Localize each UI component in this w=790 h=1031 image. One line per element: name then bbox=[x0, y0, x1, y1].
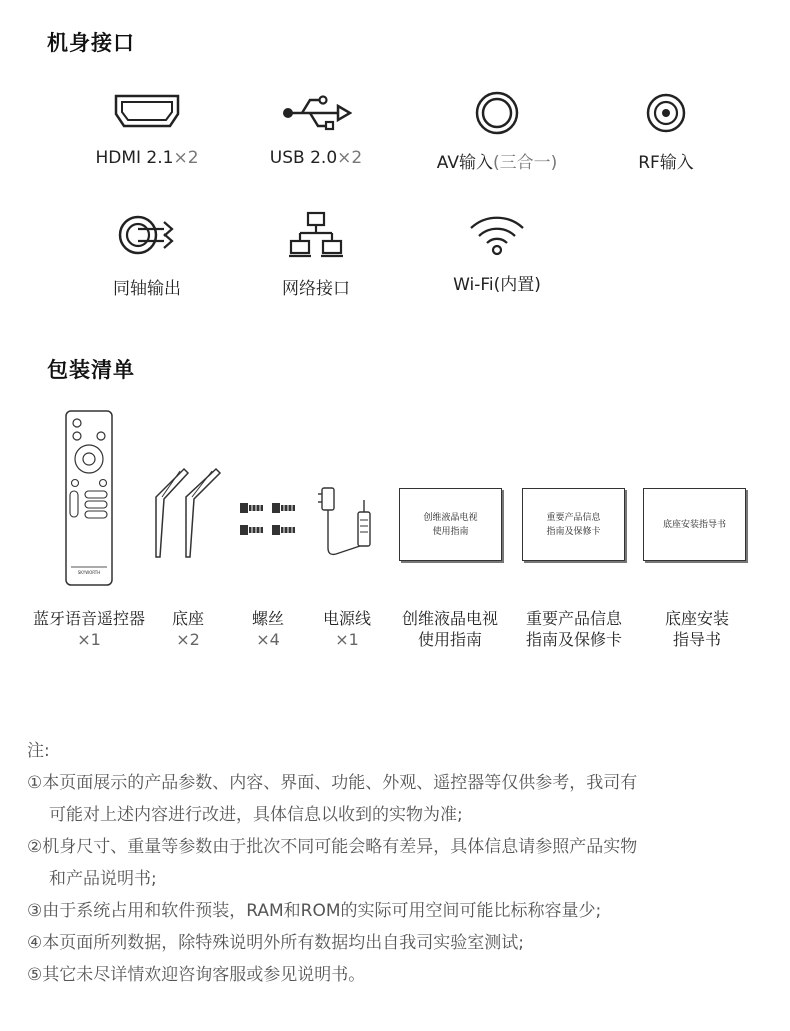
note-line: 可能对上述内容进行改进，具体信息以收到的实物为准; bbox=[49, 805, 463, 825]
port-wifi bbox=[417, 212, 577, 295]
package-item-install-guide: 底座安装 指导书 bbox=[664, 609, 729, 649]
ports-section-title: 机身接口 bbox=[47, 31, 135, 55]
item-name: 电源线 bbox=[322, 609, 371, 628]
av-icon bbox=[474, 90, 520, 136]
port-label: AV输入 bbox=[436, 153, 493, 173]
stand-icon bbox=[152, 465, 228, 561]
port-multiplier: ×2 bbox=[337, 148, 363, 168]
port-av bbox=[417, 90, 577, 173]
port-network bbox=[236, 211, 396, 299]
port-label: HDMI 2.1 bbox=[95, 148, 174, 168]
item-name: 螺丝 bbox=[251, 609, 284, 628]
port-multiplier: ×2 bbox=[173, 148, 199, 168]
note-line: ③由于系统占用和软件预装，RAM和ROM的实际可用空间可能比标称容量少; bbox=[27, 901, 602, 921]
wifi-icon bbox=[467, 212, 527, 256]
booklet-cover-text: 底座安装指导书 bbox=[662, 519, 726, 530]
install-guide-icon bbox=[643, 488, 746, 561]
port-label: USB 2.0 bbox=[269, 148, 338, 168]
item-name: 底座 bbox=[171, 609, 204, 628]
item-qty: ×1 bbox=[77, 630, 101, 649]
port-coaxial bbox=[67, 212, 227, 299]
port-hdmi bbox=[67, 92, 227, 168]
package-item-warranty-card: 重要产品信息 指南及保修卡 bbox=[525, 609, 622, 649]
item-qty: ×1 bbox=[335, 630, 359, 649]
item-name: 蓝牙语音遥控器 bbox=[32, 609, 145, 628]
remote-control-icon bbox=[63, 409, 115, 587]
remote-brand-logo: SKYWORTH bbox=[77, 570, 101, 575]
note-line: ④本页面所列数据，除特殊说明外所有数据均出自我司实验室测试; bbox=[27, 933, 524, 953]
port-label: 同轴输出 bbox=[113, 279, 181, 299]
network-icon bbox=[288, 211, 344, 259]
port-rf bbox=[586, 92, 746, 173]
port-multiplier: (三合一) bbox=[492, 153, 558, 173]
notes-block bbox=[27, 735, 772, 991]
note-line: ⑤其它未尽详情欢迎咨询客服或参见说明书。 bbox=[27, 965, 366, 985]
note-line: ①本页面展示的产品参数、内容、界面、功能、外观、遥控器等仅供参考，我司有 bbox=[27, 773, 638, 793]
port-label: RF输入 bbox=[638, 153, 694, 173]
manual-icon bbox=[399, 488, 502, 561]
note-line: ②机身尺寸、重量等参数由于批次不同可能会略有差异，具体信息请参照产品实物 bbox=[27, 837, 638, 857]
package-section-title: 包装清单 bbox=[47, 358, 135, 382]
booklet-cover-text: 重要产品信息 指南及保修卡 bbox=[546, 512, 601, 537]
item-qty: ×4 bbox=[256, 630, 280, 649]
coaxial-icon bbox=[114, 212, 180, 258]
rf-icon bbox=[645, 92, 687, 134]
package-item-stand bbox=[158, 608, 218, 650]
port-multiplier: (内置) bbox=[493, 275, 541, 295]
port-usb bbox=[236, 92, 396, 168]
port-label: Wi-Fi bbox=[453, 275, 494, 295]
note-line: 和产品说明书; bbox=[49, 869, 157, 889]
hdmi-icon bbox=[112, 92, 182, 132]
port-label: 网络接口 bbox=[282, 279, 350, 299]
power-cable-icon bbox=[314, 482, 380, 560]
package-item-power-cable bbox=[312, 608, 382, 650]
package-item-manual: 创维液晶电视 使用指南 bbox=[401, 609, 498, 649]
booklet-cover-text: 创维液晶电视 使用指南 bbox=[423, 512, 478, 537]
usb-icon bbox=[280, 92, 352, 134]
package-item-screws bbox=[238, 608, 298, 650]
package-item-remote bbox=[24, 608, 154, 650]
item-qty: ×2 bbox=[176, 630, 200, 649]
warranty-card-icon bbox=[522, 488, 625, 561]
notes-heading: 注: bbox=[27, 741, 50, 761]
screws-icon bbox=[238, 498, 300, 540]
